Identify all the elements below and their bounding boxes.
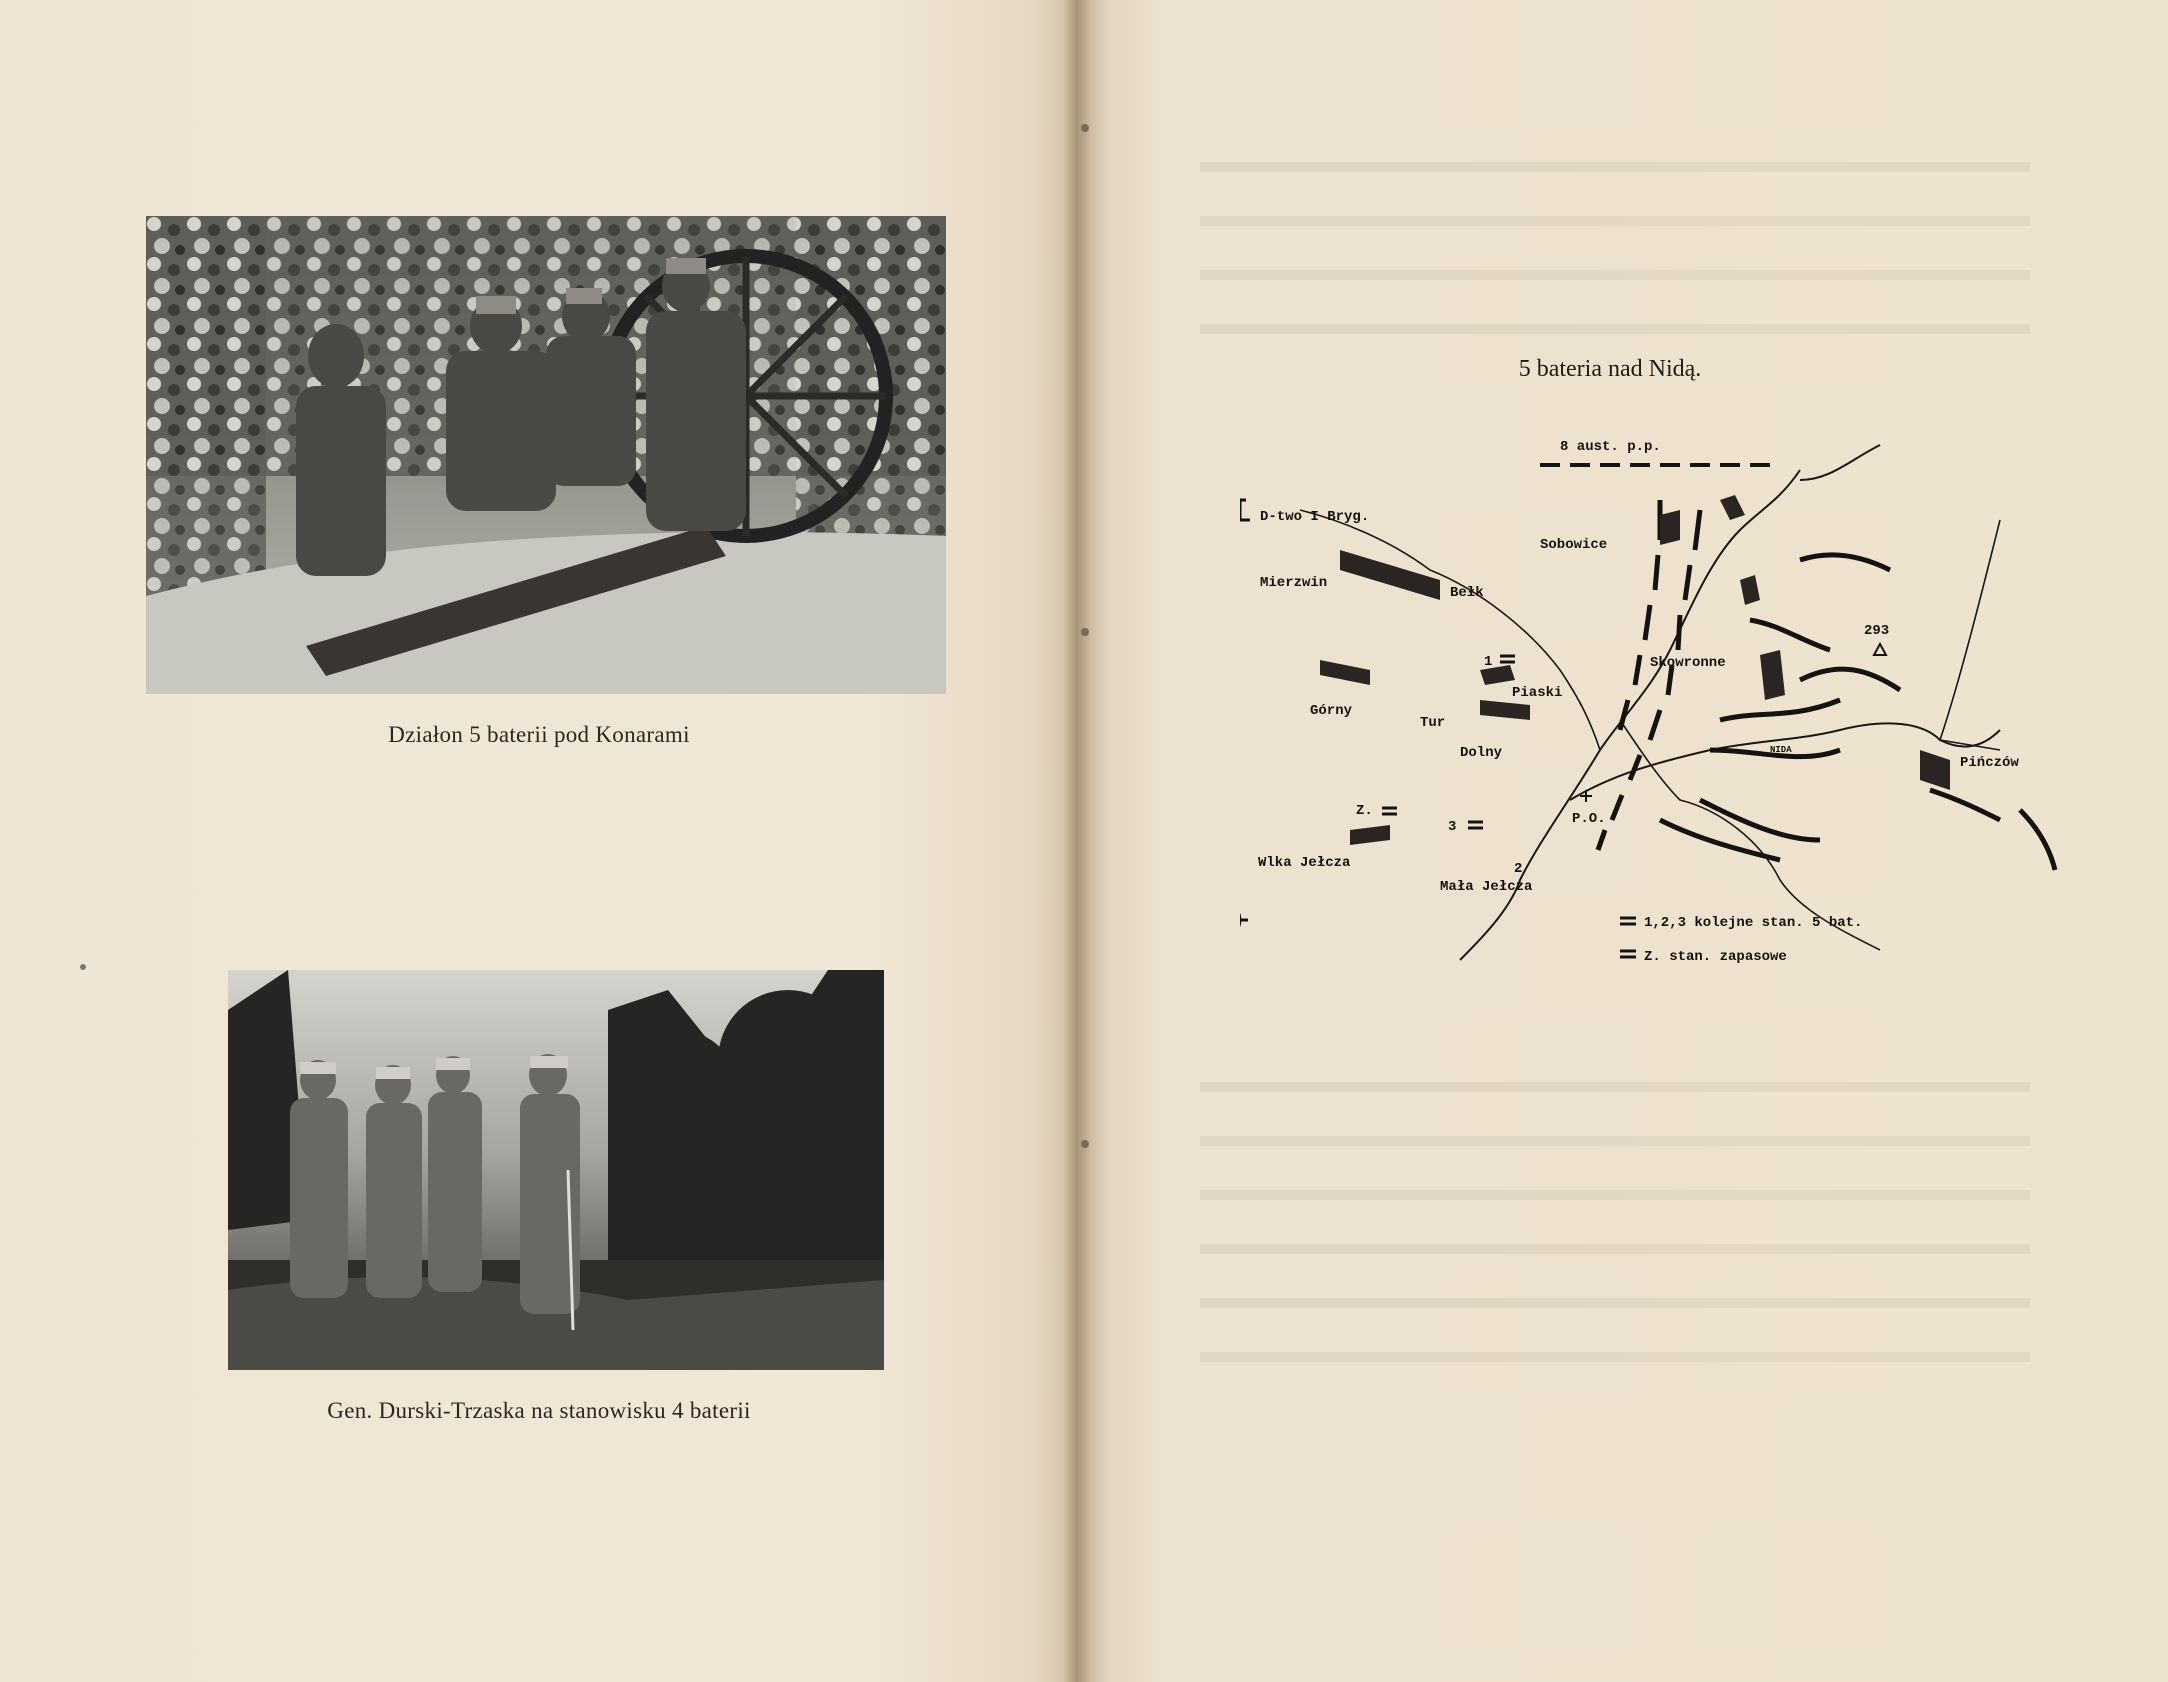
label-nida: NIDA [1770,745,1792,755]
label-pinczow: Pińczów [1960,755,2019,771]
road-east [1940,520,2000,750]
label-command: D-two I Bryg. [1260,509,1370,525]
height-marker-icon [1874,644,1886,655]
label-gorny: Górny [1310,703,1353,719]
label-mierzwin: Mierzwin [1260,575,1328,591]
label-tur: Tur [1420,715,1446,731]
label-piaski: Piaski [1512,685,1563,701]
label-regiment: 8 aust. p.p. [1560,439,1661,455]
po-marker-icon [1580,790,1592,802]
map-legend [1620,915,1862,965]
show-through-top [1200,120,2030,350]
label-height: 293 [1864,623,1890,639]
page-mark [80,964,86,970]
label-wlka-jelcza: Wlka Jełcza [1258,855,1351,871]
map-title: 5 bateria nad Nidą. [1518,356,1702,382]
label-po: P.O. [1572,811,1606,827]
show-through-bottom [1200,1040,2030,1380]
label-reserve-z: Z. [1356,803,1373,819]
label-belk: Bełk [1450,585,1484,601]
binding-stitch [1081,124,1089,132]
photo-gun-crew [146,216,946,694]
label-skowronne: Skowronne [1650,655,1726,671]
command-flag-icon [1240,500,1250,520]
north-arrow-icon [1240,810,1248,960]
photo-top-caption: Działon 5 baterii pod Konarami [388,722,690,747]
label-pos-2: 2 [1514,861,1523,877]
photo-bottom-caption: Gen. Durski-Trzaska na stanowisku 4 baterii [327,1398,751,1423]
battle-map [1240,420,2080,980]
photo-general-durski [228,970,884,1370]
label-pos-1: 1 [1484,654,1493,670]
binding-stitch [1081,1140,1089,1148]
label-mala-jelcza: Mała Jełcza [1440,879,1533,895]
river-branch [1800,445,1880,480]
front-line-hatched [1598,500,2055,870]
left-page [0,0,1078,1682]
legend-item-reserve: Z. stan. zapasowe [1644,949,1787,965]
binding-stitch [1081,628,1089,636]
legend-item-positions: 1,2,3 kolejne stan. 5 bat. [1644,915,1863,931]
label-pos-3: 3 [1448,819,1457,835]
label-sobowice: Sobowice [1540,537,1608,553]
book-gutter [1064,0,1090,1682]
label-dolny: Dolny [1460,745,1503,761]
